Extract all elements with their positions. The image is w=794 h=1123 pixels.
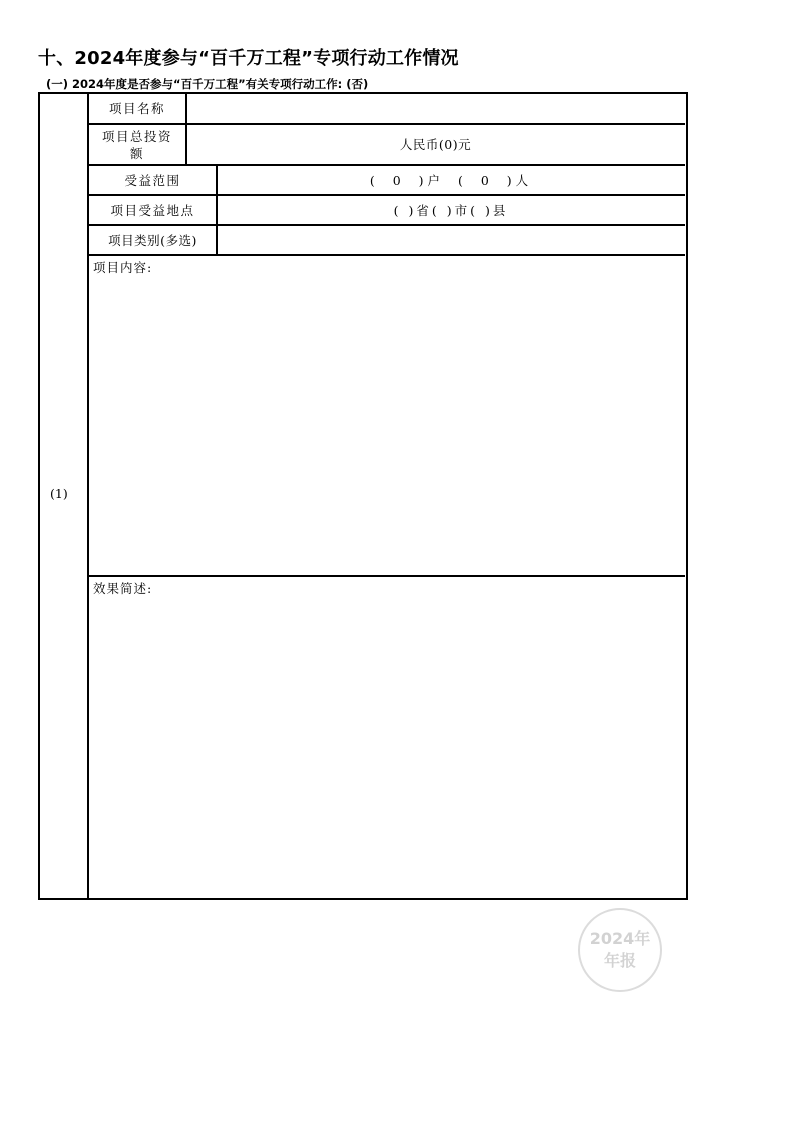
- beneficiary-location-label: 项目受益地点: [110, 202, 195, 218]
- row-line: [87, 254, 685, 256]
- project-content-area[interactable]: [89, 276, 684, 574]
- effect-description-label: 效果简述:: [93, 581, 153, 596]
- project-category-label: 项目类别(多选): [108, 232, 197, 248]
- beneficiary-location-value[interactable]: ( )省( )市( )县: [393, 202, 509, 218]
- project-category-value[interactable]: [218, 226, 684, 254]
- seal-line2: 年报: [603, 951, 636, 970]
- project-name-value[interactable]: [187, 94, 684, 123]
- section-title: 十、2024年度参与“百千万工程”专项行动工作情况: [38, 48, 459, 69]
- project-index: (1): [50, 486, 68, 501]
- project-name-label: 项目名称: [108, 101, 165, 116]
- beneficiary-scope-value[interactable]: ( 0 )户 ( 0 )人: [369, 172, 533, 188]
- total-investment-label: [89, 125, 185, 164]
- total-investment-label-line1: 项目总投资: [101, 128, 172, 144]
- project-content-label: 项目内容:: [93, 260, 153, 275]
- total-investment-label-line2: 额: [129, 145, 144, 161]
- total-investment-value[interactable]: 人民币(0)元: [399, 137, 472, 152]
- beneficiary-scope-label: 受益范围: [124, 172, 181, 188]
- effect-description-area[interactable]: [89, 597, 684, 895]
- seal-line1: 2024年: [589, 929, 651, 948]
- annual-report-seal: [578, 908, 662, 992]
- subsection-title: (一) 2024年度是否参与“百千万工程”有关专项行动工作: (否): [46, 77, 369, 91]
- row-line: [87, 575, 685, 577]
